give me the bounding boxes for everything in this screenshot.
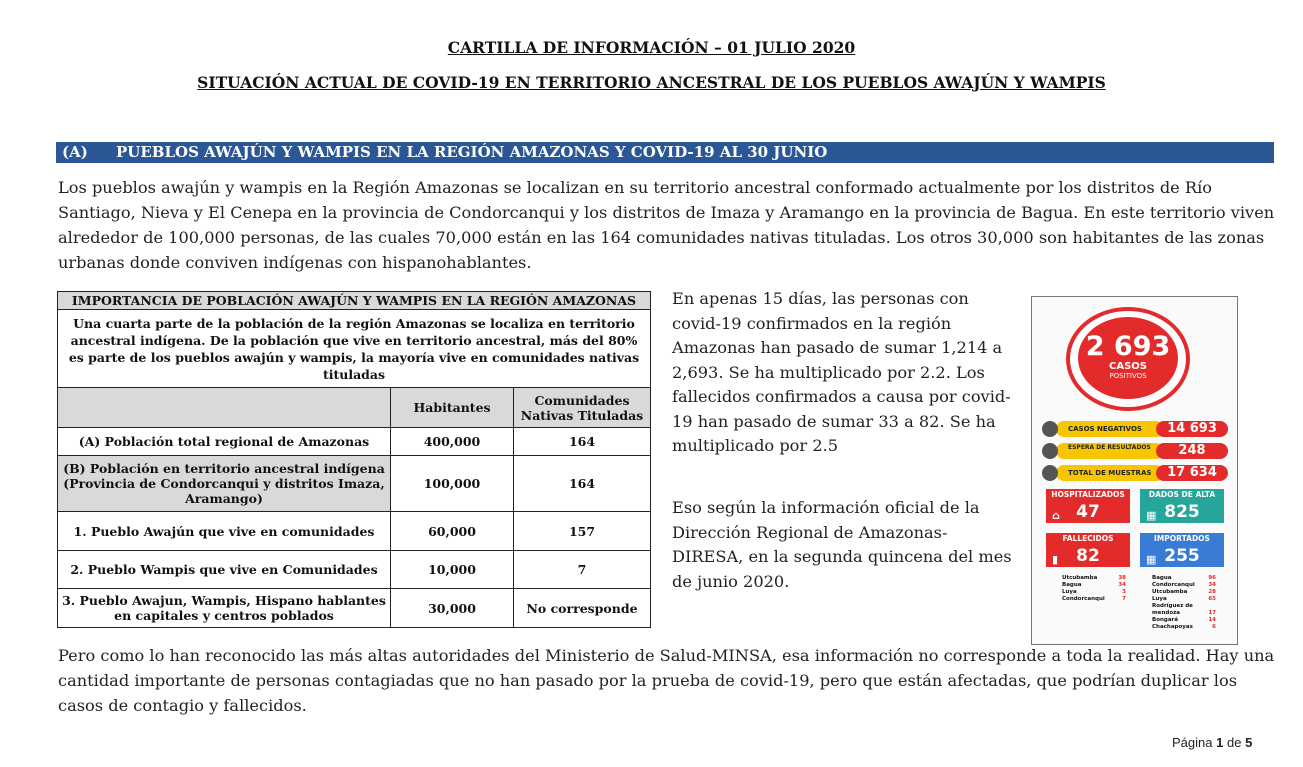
section-title: PUEBLOS AWAJÚN Y WAMPIS EN LA REGIÓN AMAZONAS Y COVID-19 AL 30 JUNIO <box>116 143 828 161</box>
table-cell: 100,000 <box>391 456 514 512</box>
stat-value: 14 693 <box>1156 421 1228 437</box>
deceased-by-province-list: Utcubamba 38 Bagua 34 Luya 3 Condorcanqui 7 <box>1062 575 1126 602</box>
table-cell: 3. Pueblo Awajun, Wampis, Hispano hablantes en capitales y centros poblados <box>58 589 391 628</box>
intro-paragraph: Los pueblos awajún y wampis en la Región Amazonas se localizan en su territorio ancestral conformado actualmente por los distritos de Río Santiago, Nieva y El Cenepa en la provincia de Condorcanqui y los distritos de Imaza y Aramango en la provincia de Bagua. En este territorio viven alrededor de 100,000 personas, de las cuales 70,000 están en las 164 comunidades nativas tituladas. Los otros 30,000 son habitantes de las zonas urbanas donde conviven indígenas con hispanohablantes. <box>58 178 1275 272</box>
box-label: IMPORTADOS <box>1140 533 1224 545</box>
positive-cases-label: CASOS <box>1109 361 1147 372</box>
section-heading <box>56 142 1274 163</box>
hospitalized-box <box>1046 489 1130 525</box>
side-paragraph-2: Eso según la información oficial de la Dirección Regional de Amazonas-DIRESA, en la segunda quincena del mes de junio 2020. <box>672 498 1012 591</box>
covid-infographic <box>1031 296 1238 645</box>
discharged-box <box>1140 489 1224 525</box>
page-number: Página 1 de 5 <box>1172 735 1253 750</box>
virus-icon <box>1042 421 1058 437</box>
table-cell: 1. Pueblo Awajún que vive en comunidades <box>58 512 391 551</box>
stat-row <box>1042 465 1226 481</box>
side-paragraph-1: En apenas 15 días, las personas con covid-19 confirmados en la región Amazonas han pasado de sumar 1,214 a 2,693. Se ha multiplicado por 2.2. Los fallecidos confirmados a causa por covid-19 han pasado de sumar 33 a 82. Se ha multiplicado por 2.5 <box>672 289 1011 455</box>
hospital-icon: ⌂ <box>1052 509 1060 522</box>
virus-icon <box>1042 465 1058 481</box>
box-label: DADOS DE ALTA <box>1140 489 1224 501</box>
closing-paragraph: Pero como lo han reconocido las más altas autoridades del Ministerio de Salud-MINSA, esa información no corresponde a toda la realidad. Hay una cantidad importante de personas contagiadas que no han pasado por la prueba de covid-19, pero que están afectadas, que podrían duplicar los casos de contagio y fallecidos. <box>58 646 1275 715</box>
section-label: (A) <box>62 143 88 161</box>
stat-label: TOTAL DE MUESTRAS <box>1056 465 1164 481</box>
positive-cases-value: 2 693 <box>1085 331 1171 362</box>
table-title: IMPORTANCIA DE POBLACIÓN AWAJÚN Y WAMPIS EN LA REGIÓN AMAZONAS <box>58 292 651 310</box>
box-value: 825 <box>1164 502 1200 522</box>
virus-icon <box>1042 443 1058 459</box>
stat-label: ESPERA DE RESULTADOS <box>1056 443 1164 459</box>
table-cell: 10,000 <box>391 551 514 589</box>
table-cell: 157 <box>514 512 651 551</box>
box-label: FALLECIDOS <box>1046 533 1130 545</box>
stat-row <box>1042 443 1226 459</box>
box-label: HOSPITALIZADOS <box>1046 489 1130 501</box>
stat-value: 248 <box>1156 443 1228 459</box>
table-note: Una cuarta parte de la población de la región Amazonas se localiza en territorio ancestral indígena. De la población que vive en territorio ancestral, más del 80% es parte de los pueblos awajún y wampis, la mayoría vive en comunidades nativas tituladas <box>58 310 651 388</box>
table-cell: No corresponde <box>514 589 651 628</box>
box-value: 255 <box>1164 546 1200 566</box>
box-value: 82 <box>1076 546 1100 566</box>
table-row <box>58 428 651 456</box>
table-row <box>58 456 651 512</box>
box-value: 47 <box>1076 502 1100 522</box>
table-row <box>58 589 651 628</box>
population-table <box>57 291 651 628</box>
table-row <box>58 551 651 589</box>
grid-icon: ▦ <box>1146 553 1157 566</box>
table-cell: 60,000 <box>391 512 514 551</box>
grid-icon: ▦ <box>1146 509 1157 522</box>
stat-label: CASOS NEGATIVOS <box>1056 421 1164 437</box>
table-header-empty <box>58 388 391 428</box>
table-cell: 2. Pueblo Wampis que vive en Comunidades <box>58 551 391 589</box>
stat-row <box>1042 421 1226 437</box>
deceased-box <box>1046 533 1130 569</box>
document-title: CARTILLA DE INFORMACIÓN – 01 JULIO 2020 <box>447 38 856 57</box>
table-cell: 164 <box>514 428 651 456</box>
positive-cases-badge <box>1066 307 1190 411</box>
table-header-habitantes: Habitantes <box>391 388 514 428</box>
table-cell: (B) Población en territorio ancestral indígena (Provincia de Condorcanqui y distritos Imaza, Aramango) <box>58 456 391 512</box>
table-cell: 400,000 <box>391 428 514 456</box>
table-row <box>58 512 651 551</box>
imported-by-province-list: Bagua 96 Condorcanqui 34 Utcubamba 28 Luya 65 Rodríguez de mendoza 17 Bongará 14 Chachapoyas 6 <box>1152 575 1216 630</box>
imported-box <box>1140 533 1224 569</box>
table-cell: 164 <box>514 456 651 512</box>
table-header-comunidades: Comunidades Nativas Tituladas <box>514 388 651 428</box>
document-subtitle: SITUACIÓN ACTUAL DE COVID-19 EN TERRITORIO ANCESTRAL DE LOS PUEBLOS AWAJÚN Y WAMPIS <box>197 73 1106 92</box>
positive-cases-sublabel: POSITIVOS <box>1109 372 1147 380</box>
table-cell: 7 <box>514 551 651 589</box>
stat-value: 17 634 <box>1156 465 1228 481</box>
candle-icon: ▮ <box>1052 553 1059 566</box>
table-cell: 30,000 <box>391 589 514 628</box>
table-cell: (A) Población total regional de Amazonas <box>58 428 391 456</box>
